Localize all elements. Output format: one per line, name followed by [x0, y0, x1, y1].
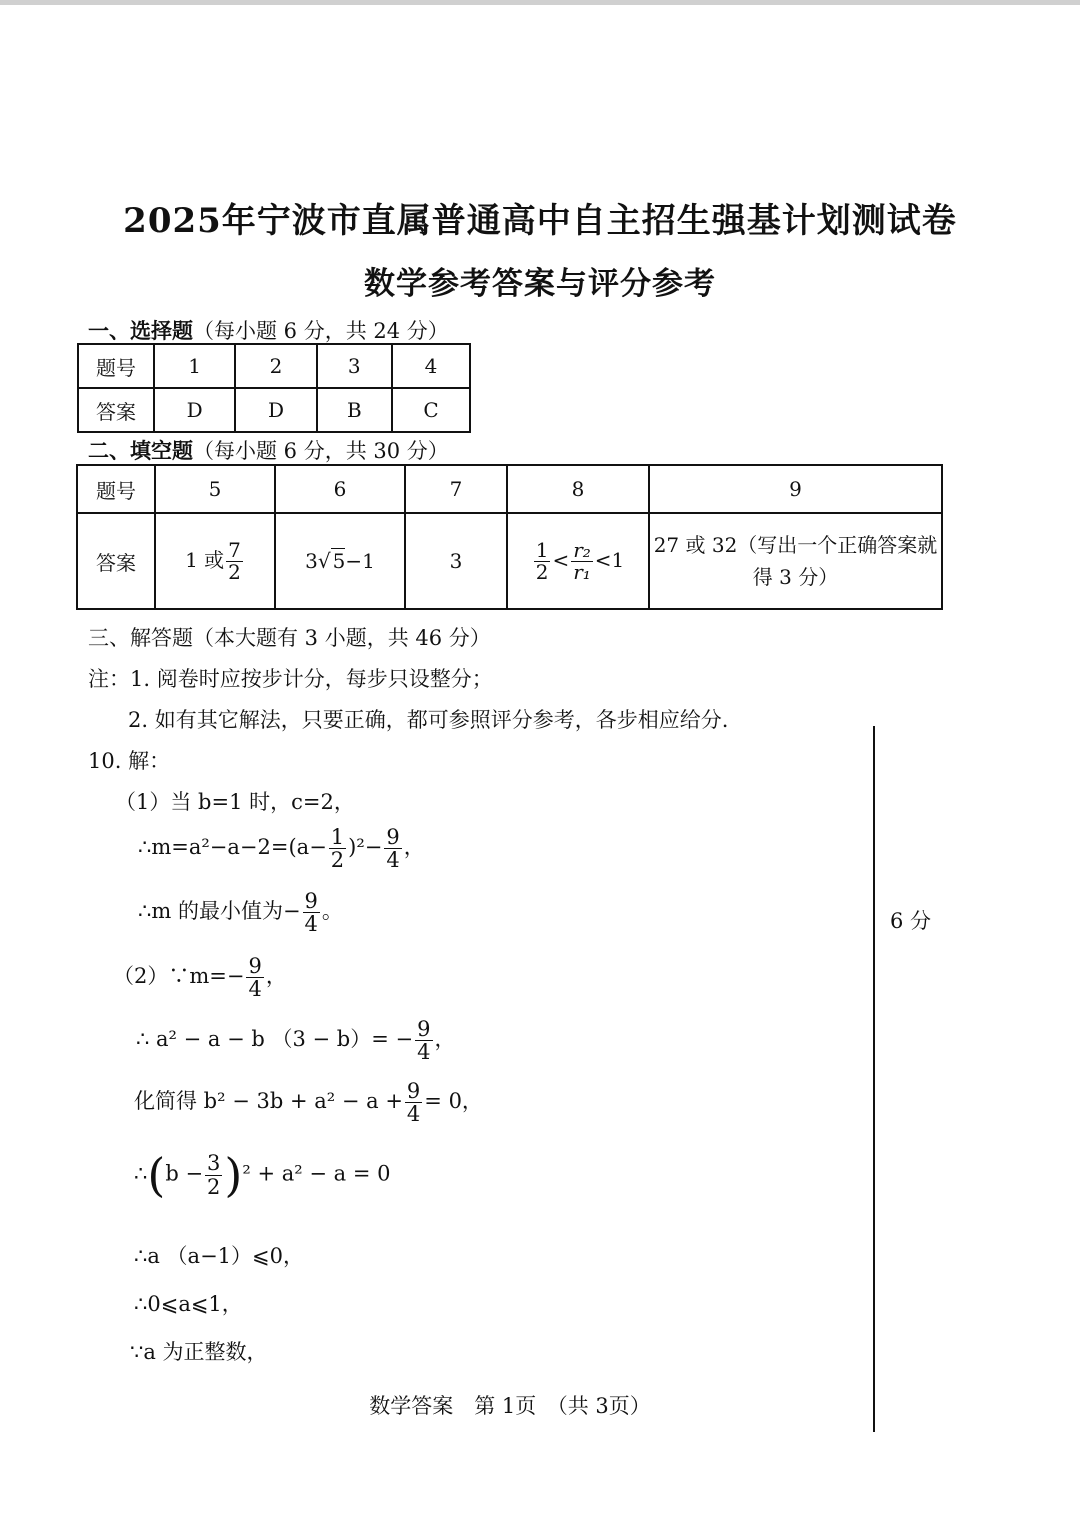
score-divider-line: [873, 726, 875, 1432]
l3-end: = 0，: [424, 1089, 483, 1114]
ans5-den: 2: [228, 559, 241, 584]
p2-den: 4: [248, 977, 262, 1002]
row-label-answer: 答案: [77, 513, 155, 609]
choice-a4: C: [392, 388, 470, 432]
q10-line7: ∵a 为正整数，: [130, 1340, 268, 1364]
l4-tail: ² + a² − a = 0: [242, 1161, 391, 1186]
ans8-right: <1: [594, 547, 625, 572]
min-num: 9: [304, 889, 318, 913]
fill-q9: 9: [649, 465, 942, 513]
page-title: 2025年宁波市直属普通高中自主招生强基计划测试卷: [123, 201, 957, 241]
note1-text: 1. 阅卷时应按步计分，每步只设整分；: [130, 667, 493, 691]
min-end: 。: [321, 899, 343, 924]
eq-frac-half: [329, 826, 346, 871]
choice-q1: 1: [154, 344, 235, 388]
ans8-num: r₂: [573, 537, 591, 562]
grading-note-1: [88, 663, 493, 693]
page-footer: 数学答案 第 1页 （共 3页）: [369, 1394, 651, 1418]
fill-q6: 6: [275, 465, 405, 513]
fill-a5: [155, 513, 275, 609]
fill-a8: [507, 513, 649, 609]
ans5-fraction: [226, 537, 243, 584]
l2-den: 4: [417, 1040, 431, 1065]
l2-fraction: [415, 1018, 432, 1063]
ans6-tail: −1: [345, 549, 375, 573]
eq-part-a: ∴m=a²−a−2=(a−: [138, 835, 327, 860]
q10-line6: ∴0⩽a⩽1，: [134, 1292, 243, 1316]
section2-note: （每小题 6 分，共 30 分）: [193, 439, 449, 463]
min-text: ∴m 的最小值为−: [138, 899, 301, 924]
l4-inner: b −: [165, 1161, 204, 1186]
score-label: 6 分: [890, 909, 932, 933]
choice-a2: D: [235, 388, 316, 432]
p2-text: （2）∵m=−: [113, 964, 245, 989]
l4-den: 2: [207, 1174, 221, 1199]
ans9-line1: 27 或 32（写出一个正确答案就: [653, 533, 938, 557]
ans5-num: 7: [228, 537, 241, 562]
q10-part1-equation: [138, 826, 425, 871]
row-label-question: 题号: [78, 344, 154, 388]
fill-q8: 8: [507, 465, 649, 513]
l4-num: 3: [207, 1151, 221, 1176]
choice-q4: 4: [392, 344, 470, 388]
page-subtitle: 数学参考答案与评分参考: [364, 266, 716, 302]
ans8-left-fraction: [534, 537, 551, 584]
eq-frac-ninequarters: [384, 826, 401, 871]
ans8-den: r₁: [573, 559, 591, 584]
l3-num: 9: [406, 1079, 421, 1103]
section2-heading: [88, 435, 449, 465]
q10-line2: [136, 1018, 456, 1063]
left-paren-icon: (: [147, 1148, 166, 1202]
top-scan-edge: [0, 0, 1080, 5]
eq-frac-den: 2: [330, 848, 345, 873]
ans6-coef: 3: [305, 549, 318, 573]
choice-a3: B: [317, 388, 392, 432]
min-den: 4: [304, 912, 318, 937]
ans8-ratio: [571, 537, 593, 584]
l3-den: 4: [406, 1102, 421, 1127]
q10-label: 10. 解：: [88, 749, 171, 773]
q10-line3: [134, 1080, 483, 1125]
ans6-radicand: 5: [332, 549, 346, 573]
fill-a9: [649, 513, 942, 609]
l4-fraction: [205, 1152, 222, 1197]
note-label: 注：: [88, 667, 130, 691]
fill-q5: 5: [155, 465, 275, 513]
section1-title: 一、选择题: [88, 318, 193, 343]
q10-line5: ∴a （a−1）⩽0，: [134, 1244, 304, 1268]
row-label-answer: 答案: [78, 388, 154, 432]
l4-therefore: ∴: [134, 1161, 148, 1186]
min-fraction: [303, 890, 320, 935]
p2-fraction: [246, 955, 263, 1000]
q10-line4: [134, 1148, 391, 1202]
choice-a1: D: [154, 388, 235, 432]
choice-answer-table: [77, 343, 471, 433]
q10-part2-given: [113, 955, 287, 1000]
l2-num: 9: [417, 1017, 431, 1041]
section3-note: （本大题有 3 小题，共 46 分）: [193, 626, 491, 650]
row-label-question: 题号: [77, 465, 155, 513]
ans8-left-den: 2: [535, 559, 549, 584]
section2-title: 二、填空题: [88, 438, 193, 463]
choice-q2: 2: [235, 344, 316, 388]
fill-answer-table: [76, 464, 943, 610]
eq-frac-num: 9: [386, 825, 400, 849]
q10-part1-intro: （1）当 b=1 时，c=2，: [115, 790, 355, 814]
right-paren-icon: ): [224, 1148, 243, 1202]
section3-heading: [88, 622, 491, 652]
eq-frac-num: 1: [330, 825, 345, 849]
fill-q7: 7: [405, 465, 507, 513]
q10-part1-min: [138, 890, 343, 935]
eq-frac-den: 4: [386, 848, 400, 873]
grading-note-2: 2. 如有其它解法，只要正确，都可参照评分参考，各步相应给分.: [128, 708, 729, 732]
section3-title: 三、解答题: [88, 626, 193, 650]
ans9-line2: 得 3 分）: [752, 565, 839, 589]
ans8-lt: <: [552, 547, 570, 572]
sqrt-icon: √: [317, 549, 331, 573]
l2-text: ∴ a² − a − b （3 − b）= −: [136, 1027, 414, 1052]
section1-note: （每小题 6 分，共 24 分）: [193, 319, 449, 343]
choice-q3: 3: [317, 344, 392, 388]
l2-end: ，: [434, 1027, 456, 1052]
ans8-left-num: 1: [535, 537, 549, 562]
fill-a6: [275, 513, 405, 609]
p2-num: 9: [248, 954, 262, 978]
p2-end: ，: [265, 964, 287, 989]
section1-heading: [88, 315, 449, 345]
eq-part-c: ，: [403, 835, 425, 860]
eq-part-b: )²−: [348, 835, 383, 860]
ans5-prefix: 1 或: [185, 547, 225, 572]
fill-a7: 3: [405, 513, 507, 609]
l3-text: 化简得 b² − 3b + a² − a +: [134, 1089, 403, 1114]
l3-fraction: [405, 1080, 422, 1125]
